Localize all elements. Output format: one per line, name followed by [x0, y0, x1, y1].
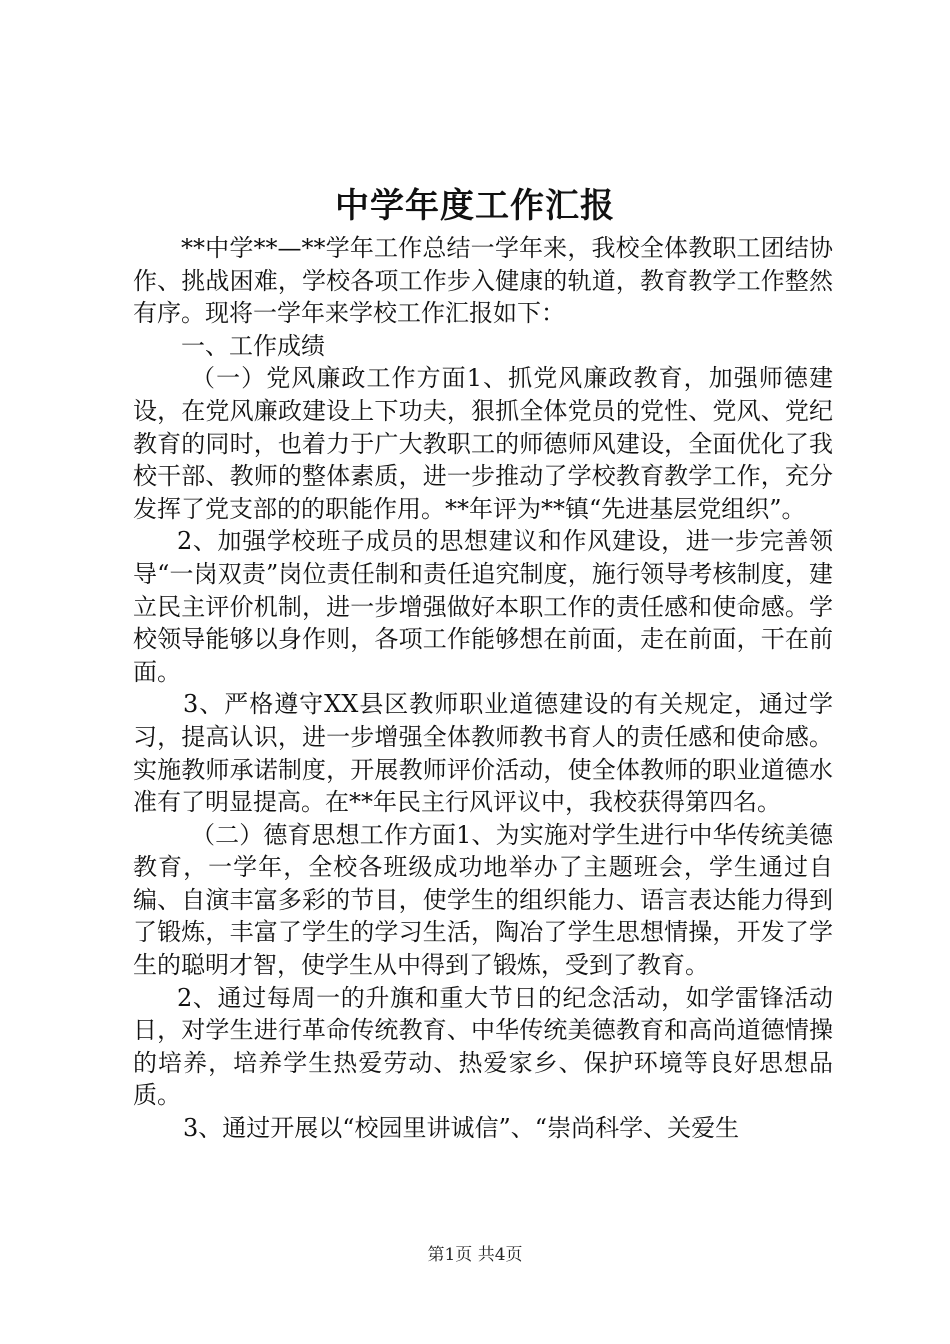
- document-body: [133, 232, 833, 1145]
- paragraph-moral-education: （二）德育思想工作方面1、为实施对学生进行中华传统美德教育，一学年，全校各班级成功地举办了主题班会，学生通过自编、自演丰富多彩的节目，使学生的组织能力、语言表达能力得到了锻炼，丰富了学生的学习生活，陶冶了学生思想情操，开发了学生的聪明才智，使学生从中得到了锻炼，受到了教育。: [133, 820, 833, 980]
- paragraph-integrity-campaign: 3、通过开展以“校园里讲诚信”、“崇尚科学、关爱生: [183, 1114, 740, 1143]
- paragraph-intro: **中学**—**学年工作总结一学年来，我校全体教职工团结协作、挑战困难，学校各项工作步入健康的轨道，教育教学工作整然有序。现将一学年来学校工作汇报如下：: [133, 234, 833, 328]
- section-heading-work-results: 一、工作成绩: [181, 331, 325, 360]
- paragraph-teacher-ethics: 3、严格遵守XX县区教师职业道德建设的有关规定，通过学习，提高认识，进一步增强全体教师教书育人的责任感和使命感。实施教师承诺制度，开展教师评价活动，使全体教师的职业道德水准有了明显提高。在**年民主行风评议中，我校获得第四名。: [133, 690, 833, 817]
- page-indicator: 第1页 共4页: [427, 1245, 523, 1265]
- paragraph-leadership-building: 2、加强学校班子成员的思想建议和作风建设，进一步完善领导“一岗双责”岗位责任制和责任追究制度，施行领导考核制度，建立民主评价机制，进一步增强做好本职工作的责任感和使命感。学校领导能够以身作则，各项工作能够想在前面，走在前面，干在前面。: [133, 527, 833, 686]
- paragraph-flag-ceremony: 2、通过每周一的升旗和重大节日的纪念活动，如学雷锋活动日，对学生进行革命传统教育、中华传统美德教育和高尚道德情操的培养，培养学生热爱劳动、热爱家乡、保护环境等良好思想品质。: [133, 983, 833, 1110]
- paragraph-party-conduct: （一）党风廉政工作方面1、抓党风廉政教育，加强师德建设，在党风廉政建设上下功夫，狠抓全体党员的党性、党风、党纪教育的同时，也着力于广大教职工的师德师风建设，全面优化了我校干部、教师的整体素质，进一步推动了学校教育教学工作，充分发挥了党支部的的职能作用。**年评为**镇“先进基层党组织”。: [133, 364, 833, 523]
- document-title: 中学年度工作汇报: [335, 186, 615, 226]
